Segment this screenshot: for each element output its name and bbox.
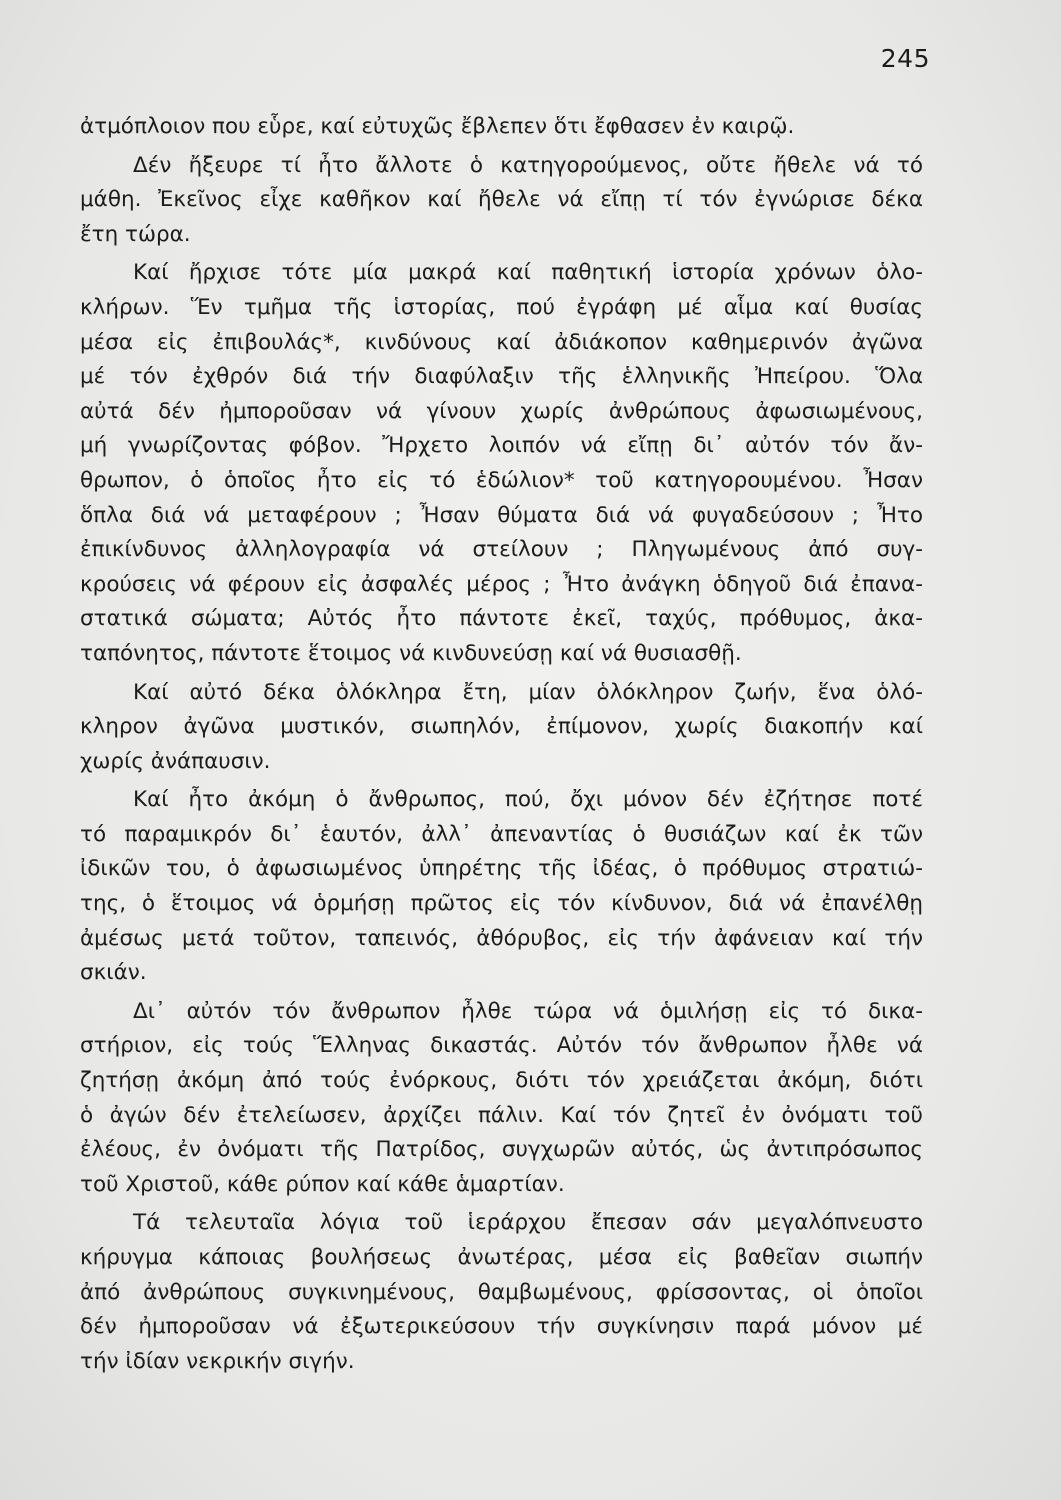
text-line: στήριον, εἰς τούς Ἕλληνας δικαστάς. Αὐτόν τόν ἄνθρωπον ἦλθε νά bbox=[80, 1033, 923, 1059]
text-line: ἐλέους, ἐν ὀνόματι τῆς Πατρίδος, συγχωρῶν αὐτός, ὡς ἀντιπρόσωπος bbox=[80, 1137, 923, 1163]
text-line: Τά τελευταῖα λόγια τοῦ ἱεράρχου ἔπεσαν σάν μεγαλόπνευστο bbox=[133, 1210, 923, 1236]
text-line: στατικά σώματα; Αὐτός ἦτο πάντοτε ἐκεῖ, ταχύς, πρόθυμος, ἀκα- bbox=[80, 606, 923, 632]
text-line: κλήρων. Ἕν τμῆμα τῆς ἱστορίας, πού ἐγράφη μέ αἷμα καί θυσίας bbox=[80, 294, 923, 320]
text-line: Δι᾽ αὐτόν τόν ἄνθρωπον ἦλθε τώρα νά ὁμιλήσῃ εἰς τό δικα- bbox=[133, 998, 923, 1024]
text-line: τοῦ Χριστοῦ, κάθε ρύπον καί κάθε ἁμαρτίαν. bbox=[80, 1171, 565, 1197]
text-line: ἔτη τώρα. bbox=[80, 221, 191, 247]
body-text bbox=[80, 110, 923, 1379]
text-line: κρούσεις νά φέρουν εἰς ἀσφαλές μέρος ; Ἦτο ἀνάγκη ὁδηγοῦ διά ἐπανα- bbox=[80, 571, 923, 597]
text-line: Καί ἦτο ἀκόμη ὁ ἄνθρωπος, πού, ὄχι μόνον δέν ἐζήτησε ποτέ bbox=[133, 787, 923, 813]
text-line: χωρίς ἀνάπαυσιν. bbox=[80, 748, 271, 774]
text-line: Δέν ἤξευρε τί ἦτο ἄλλοτε ὁ κατηγορούμενος, οὔτε ἤθελε νά τό bbox=[133, 152, 923, 178]
text-line: Καί ἤρχισε τότε μία μακρά καί παθητική ἱστορία χρόνων ὁλο- bbox=[133, 260, 923, 286]
text-line: ἐπικίνδυνος ἀλληλογραφία νά στείλουν ; Πληγωμένους ἀπό συγ- bbox=[80, 537, 923, 563]
text-line: ταπόνητος, πάντοτε ἕτοιμος νά κινδυνεύσῃ καί νά θυσιασθῇ. bbox=[80, 640, 742, 666]
text-line: κληρον ἀγῶνα μυστικόν, σιωπηλόν, ἐπίμονον, χωρίς διακοπήν καί bbox=[80, 714, 923, 740]
text-line: μάθη. Ἐκεῖνος εἶχε καθῆκον καί ἤθελε νά εἴπῃ τί τόν ἐγνώρισε δέκα bbox=[80, 187, 923, 213]
text-line: δέν ἠμποροῦσαν νά ἐξωτερικεύσουν τήν συγκίνησιν παρά μόνον μέ bbox=[80, 1314, 923, 1340]
text-line: σκιάν. bbox=[80, 960, 147, 986]
text-line: τήν ἰδίαν νεκρικήν σιγήν. bbox=[80, 1348, 355, 1374]
text-line: μή γνωρίζοντας φόβον. Ἤρχετο λοιπόν νά εἴπῃ δι᾽ αὐτόν τόν ἄν- bbox=[80, 433, 923, 459]
text-line: μέ τόν ἐχθρόν διά τήν διαφύλαξιν τῆς ἑλληνικῆς Ἠπείρου. Ὅλα bbox=[80, 364, 923, 390]
text-line: ἀτμόπλοιον που εὗρε, καί εὐτυχῶς ἔβλεπεν ὅτι ἔφθασεν ἐν καιρῷ. bbox=[80, 114, 795, 139]
text-line: της, ὁ ἕτοιμος νά ὁρμήσῃ πρῶτος εἰς τόν κίνδυνον, διά νά ἐπανέλθῃ bbox=[80, 891, 923, 917]
text-line: θρωπον, ὁ ὁποῖος ἦτο εἰς τό ἑδώλιον* τοῦ κατηγορουμένου. Ἦσαν bbox=[80, 467, 923, 493]
text-line: ἰδικῶν του, ὁ ἀφωσιωμένος ὑπηρέτης τῆς ἰδέας, ὁ πρόθυμος στρατιώ- bbox=[80, 856, 923, 882]
text-line: ἀμέσως μετά τοῦτον, ταπεινός, ἀθόρυβος, εἰς τήν ἀφάνειαν καί τήν bbox=[80, 925, 923, 951]
text-line: Καί αὐτό δέκα ὁλόκληρα ἔτη, μίαν ὁλόκληρον ζωήν, ἕνα ὁλό- bbox=[133, 679, 923, 705]
text-line: κήρυγμα κάποιας βουλήσεως ἀνωτέρας, μέσα εἰς βαθεῖαν σιωπήν bbox=[80, 1245, 923, 1270]
text-line: ὅπλα διά νά μεταφέρουν ; Ἦσαν θύματα διά νά φυγαδεύσουν ; Ἦτο bbox=[80, 502, 923, 528]
text-line: μέσα εἰς ἐπιβουλάς*, κινδύνους καί ἀδιάκοπον καθημερινόν ἀγῶνα bbox=[80, 329, 923, 355]
text-line: ὁ ἀγών δέν ἐτελείωσεν, ἀρχίζει πάλιν. Καί τόν ζητεῖ ἐν ὀνόματι τοῦ bbox=[80, 1102, 923, 1128]
text-line: ἀπό ἀνθρώπους συγκινημένους, θαμβωμένους, φρίσσοντας, οἱ ὁποῖοι bbox=[80, 1279, 923, 1305]
page-number: 245 bbox=[880, 44, 930, 73]
text-line: τό παραμικρόν δι᾽ ἑαυτόν, ἀλλ᾽ ἀπεναντίας ὁ θυσιάζων καί ἐκ τῶν bbox=[80, 821, 923, 847]
text-line: αὐτά δέν ἠμποροῦσαν νά γίνουν χωρίς ἀνθρώπους ἀφωσιωμένους, bbox=[80, 398, 923, 424]
text-line: ζητήσῃ ἀκόμη ἀπό τούς ἐνόρκους, διότι τόν χρειάζεται ἀκόμη, διότι bbox=[80, 1068, 923, 1094]
